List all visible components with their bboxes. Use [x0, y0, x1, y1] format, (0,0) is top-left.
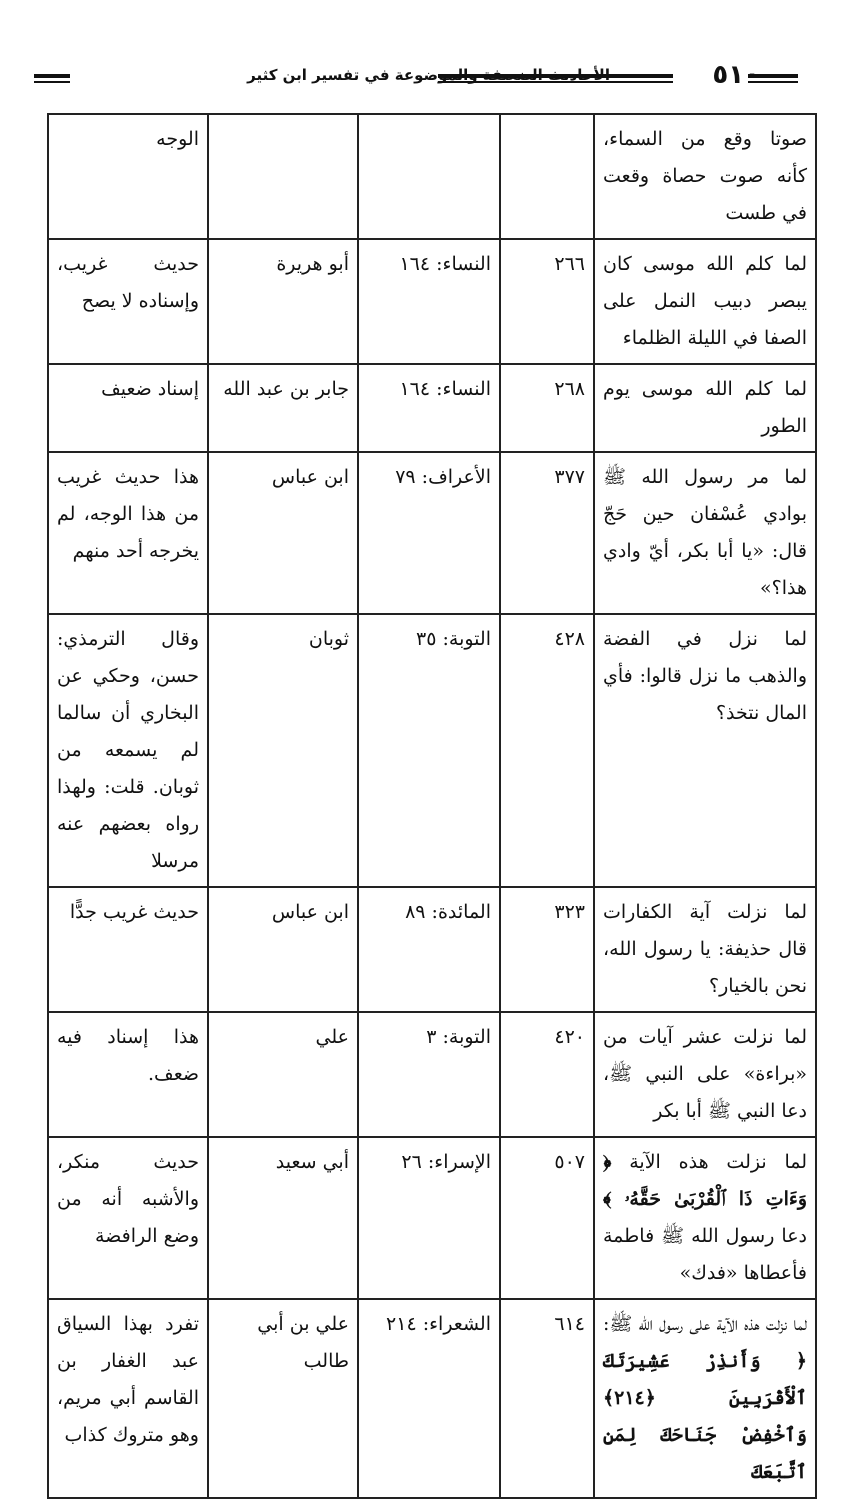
hadith-text: لما مر رسول الله ﷺ بوادي عُسْفان حين حَجّ قال: «يا أبا بكر، أيّ وادي هذا؟» — [594, 452, 816, 614]
quran-verse: ﴿ وَأَنذِرْ عَشِيرَتَكَ ٱلْأَقْرَبِينَ ﴿٢١٤﴾ وَٱخْفِضْ جَنَاحَكَ لِمَنِ ٱتَّبَعَكَ — [603, 1350, 807, 1483]
page-number: ٥١٠ — [712, 60, 760, 90]
header-rule — [748, 74, 798, 78]
hadith-text: لما كلم الله موسى يوم الطور — [594, 364, 816, 452]
running-title: الأحاديث الضعيفة والموضوعة في تفسير ابن كثير — [247, 66, 610, 84]
hadith-text-part: لما نزلت هذه الآية — [629, 1151, 808, 1173]
table-row — [48, 452, 816, 614]
narrator — [208, 114, 358, 239]
hadith-text: لما كلم الله موسى كان يبصر دبيب النمل على الصفا في الليلة الظلماء — [594, 239, 816, 364]
table-row — [48, 364, 816, 452]
narrator: جابر بن عبد الله — [208, 364, 358, 452]
page-ref: ٣٧٧ — [500, 452, 594, 614]
ruling: حديث منكر، والأشبه أنه من وضع الرافضة — [48, 1137, 208, 1299]
page-header — [30, 60, 820, 94]
ruling: وقال الترمذي: حسن، وحكي عن البخاري أن سالما لم يسمعه من ثوبان. قلت: ولهذا رواه بعضهم عنه مرسلا — [48, 614, 208, 887]
page-ref: ٣٢٣ — [500, 887, 594, 1012]
table-row — [48, 114, 816, 239]
ruling: هذا حديث غريب من هذا الوجه، لم يخرجه أحد منهم — [48, 452, 208, 614]
narrator: أبو هريرة — [208, 239, 358, 364]
narrator: ثوبان — [208, 614, 358, 887]
table-row — [48, 614, 816, 887]
surah-ref: الإسراء: ٢٦ — [358, 1137, 500, 1299]
page-ref: ٥٠٧ — [500, 1137, 594, 1299]
table-row — [48, 1137, 816, 1299]
page-ref: ٤٢٨ — [500, 614, 594, 887]
surah-ref: الشعراء: ٢١٤ — [358, 1299, 500, 1498]
ruling: الوجه — [48, 114, 208, 239]
ruling: إسناد ضعيف — [48, 364, 208, 452]
surah-ref: التوبة: ٣٥ — [358, 614, 500, 887]
hadith-text: لما نزلت عشر آيات من «براءة» على النبي ﷺ، دعا النبي ﷺ أبا بكر — [594, 1012, 816, 1137]
ruling: تفرد بهذا السياق عبد الغفار بن القاسم أبي مريم، وهو متروك كذاب — [48, 1299, 208, 1498]
page-ref: ٤٢٠ — [500, 1012, 594, 1137]
narrator: ابن عباس — [208, 887, 358, 1012]
surah-ref — [358, 114, 500, 239]
table-row — [48, 1299, 816, 1498]
page-ref: ٦١٤ — [500, 1299, 594, 1498]
table-row — [48, 239, 816, 364]
hadith-text-part: دعا رسول الله ﷺ فاطمة فأعطاها «فدك» — [603, 1225, 807, 1284]
hadith-text: صوتا وقع من السماء، كأنه صوت حصاة وقعت في طست — [594, 114, 816, 239]
hadith-text-part: لما نزلت هذه الآية على رسول الله ﷺ: — [603, 1313, 807, 1335]
hadith-text: لما نزلت آية الكفارات قال حذيفة: يا رسول الله، نحن بالخيار؟ — [594, 887, 816, 1012]
hadith-text — [594, 1299, 816, 1498]
narrator: ابن عباس — [208, 452, 358, 614]
ruling: حديث غريب جدًّا — [48, 887, 208, 1012]
surah-ref: التوبة: ٣ — [358, 1012, 500, 1137]
header-rule — [34, 81, 70, 83]
page-ref: ٢٦٨ — [500, 364, 594, 452]
header-rule — [438, 74, 673, 78]
hadith-table — [47, 113, 817, 1499]
page-ref: ٢٦٦ — [500, 239, 594, 364]
header-rule — [748, 81, 798, 83]
surah-ref: النساء: ١٦٤ — [358, 364, 500, 452]
quran-verse: ﴿ وَءَاتِ ذَا ٱلْقُرْبَىٰ حَقَّهُۥ ﴾ — [603, 1151, 807, 1210]
narrator: علي — [208, 1012, 358, 1137]
header-rule — [34, 74, 70, 78]
narrator: أبي سعيد — [208, 1137, 358, 1299]
surah-ref: النساء: ١٦٤ — [358, 239, 500, 364]
table-row — [48, 887, 816, 1012]
hadith-text: لما نزل في الفضة والذهب ما نزل قالوا: فأي المال نتخذ؟ — [594, 614, 816, 887]
ruling: حديث غريب، وإسناده لا يصح — [48, 239, 208, 364]
ruling: هذا إسناد فيه ضعف. — [48, 1012, 208, 1137]
table-row — [48, 1012, 816, 1137]
hadith-text — [594, 1137, 816, 1299]
surah-ref: المائدة: ٨٩ — [358, 887, 500, 1012]
page-ref — [500, 114, 594, 239]
surah-ref: الأعراف: ٧٩ — [358, 452, 500, 614]
narrator: علي بن أبي طالب — [208, 1299, 358, 1498]
header-rule — [438, 81, 673, 83]
